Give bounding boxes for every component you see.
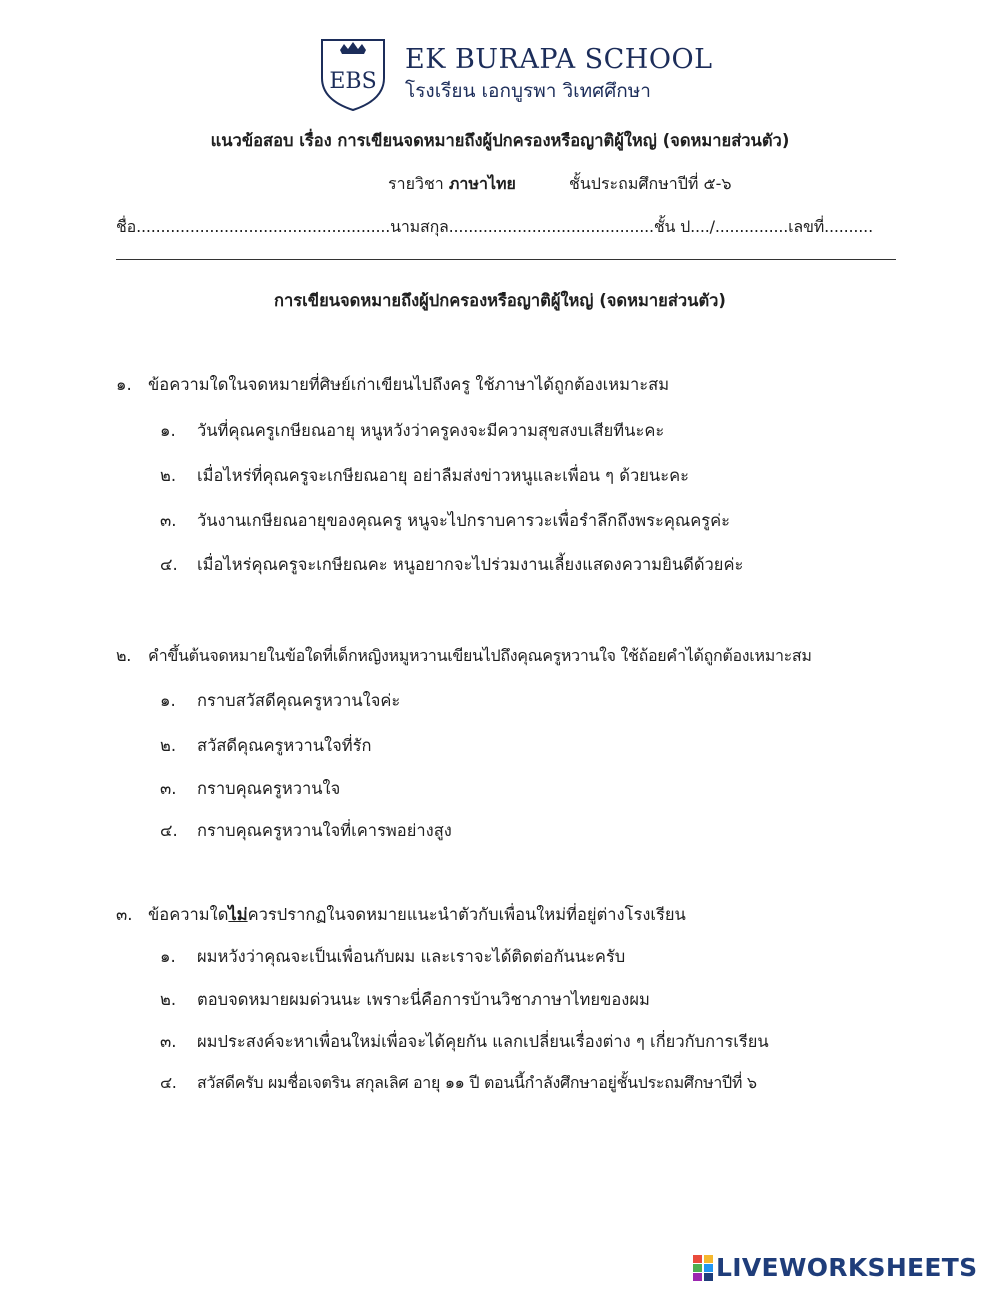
question-1-option-1[interactable] <box>160 418 664 444</box>
option-number: ๒. <box>160 736 177 755</box>
option-number: ๓. <box>160 511 177 530</box>
question-2-option-1[interactable] <box>160 688 400 714</box>
liveworksheets-icon <box>693 1255 713 1281</box>
subject-name: ภาษาไทย <box>448 174 516 193</box>
option-text: วันที่คุณครูเกษียณอายุ หนูหวังว่าครูคงจะมีความสุขสงบเสียทีนะคะ <box>197 421 665 440</box>
option-number: ๔. <box>160 555 178 574</box>
question-2-option-2[interactable] <box>160 733 372 759</box>
option-text: กราบคุณครูหวานใจ <box>197 779 341 798</box>
question-text: ข้อความใดในจดหมายที่ศิษย์เก่าเขียนไปถึงครู ใช้ภาษาได้ถูกต้องเหมาะสม <box>148 375 670 394</box>
option-number: ๒. <box>160 990 177 1009</box>
question-3-option-3[interactable] <box>160 1029 769 1055</box>
option-number: ๑. <box>160 691 176 710</box>
option-text: ตอบจดหมายผมด่วนนะ เพราะนี่คือการบ้านวิชาภาษาไทยของผม <box>197 990 650 1009</box>
question-number: ๑. <box>116 375 132 394</box>
option-text: ผมหวังว่าคุณจะเป็นเพื่อนกับผม และเราจะได้ติดต่อกันนะครับ <box>197 947 626 966</box>
option-text: สวัสดีคุณครูหวานใจที่รัก <box>197 736 372 755</box>
option-text: ผมประสงค์จะหาเพื่อนใหม่เพื่อจะได้คุยกัน แลกเปลี่ยนเรื่องต่าง ๆ เกี่ยวกับการเรียน <box>197 1032 769 1051</box>
question-2-option-3[interactable] <box>160 776 340 802</box>
question-number: ๓. <box>116 905 133 924</box>
option-number: ๑. <box>160 947 176 966</box>
option-number: ๒. <box>160 466 177 485</box>
question-1 <box>116 372 669 398</box>
option-text: กราบคุณครูหวานใจที่เคารพอย่างสูง <box>197 821 452 840</box>
option-text: เมื่อไหร่คุณครูจะเกษียณคะ หนูอยากจะไปร่วมงานเลี้ยงแสดงความยินดีด้วยค่ะ <box>197 555 744 574</box>
question-1-option-4[interactable] <box>160 552 743 578</box>
option-text: วันงานเกษียณอายุของคุณครู หนูจะไปกราบคารวะเพื่อรำลึกถึงพระคุณครูค่ะ <box>197 511 730 530</box>
student-info-line: ชื่อ....................................................นามสกุล..........................................ชั้น ป..../...............เลขที่.......... <box>116 217 873 236</box>
question-3 <box>116 902 686 928</box>
question-2-option-4[interactable] <box>160 818 452 844</box>
brand-text: LIVEWORKSHEETS <box>716 1253 978 1282</box>
school-name-english: EK BURAPA SCHOOL <box>405 44 713 75</box>
question-1-option-3[interactable] <box>160 508 730 534</box>
question-emphasis-not: ไม่ <box>228 905 248 924</box>
question-3-option-2[interactable] <box>160 987 650 1013</box>
option-number: ๔. <box>160 821 178 840</box>
question-3-option-1[interactable] <box>160 944 625 970</box>
option-number: ๓. <box>160 779 177 798</box>
question-2 <box>116 644 812 669</box>
section-heading: การเขียนจดหมายถึงผู้ปกครองหรือญาติผู้ใหญ่ (จดหมายส่วนตัว) <box>274 291 726 310</box>
option-number: ๔. <box>160 1073 177 1092</box>
subject-label: รายวิชา <box>388 174 444 193</box>
question-text-before: ข้อความใด <box>148 905 229 924</box>
grade-level: ชั้นประถมศึกษาปีที่ ๕-๖ <box>569 174 732 193</box>
question-number: ๒. <box>116 646 132 665</box>
option-number: ๑. <box>160 421 176 440</box>
question-1-option-2[interactable] <box>160 463 689 489</box>
question-3-option-4[interactable] <box>160 1071 757 1096</box>
school-name-thai: โรงเรียน เอกบูรพา วิเทศศึกษา <box>405 80 651 102</box>
crown-icon <box>340 42 366 54</box>
exam-title: แนวข้อสอบ เรื่อง การเขียนจดหมายถึงผู้ปกครองหรือญาติผู้ใหญ่ (จดหมายส่วนตัว) <box>210 131 790 150</box>
divider <box>116 259 896 260</box>
option-text: กราบสวัสดีคุณครูหวานใจค่ะ <box>197 691 401 710</box>
subject-line <box>388 172 732 197</box>
liveworksheets-logo <box>693 1253 977 1282</box>
svg-text:EBS: EBS <box>329 69 377 94</box>
school-crest-logo <box>318 34 388 112</box>
option-text: สวัสดีครับ ผมชื่อเจตริน สกุลเลิศ อายุ ๑๑ ปี ตอนนี้กำลังศึกษาอยู่ชั้นประถมศึกษาปีที่ ๖ <box>197 1073 757 1092</box>
option-text: เมื่อไหร่ที่คุณครูจะเกษียณอายุ อย่าลืมส่งข่าวหนูและเพื่อน ๆ ด้วยนะคะ <box>197 466 689 485</box>
question-text: คำขึ้นต้นจดหมายในข้อใดที่เด็กหญิงหมูหวานเขียนไปถึงคุณครูหวานใจ ใช้ถ้อยคำได้ถูกต้องเหมาะสม <box>148 646 812 665</box>
question-text-after: ควรปรากฏในจดหมายแนะนำตัวกับเพื่อนใหม่ที่อยู่ต่างโรงเรียน <box>247 905 686 924</box>
option-number: ๓. <box>160 1032 177 1051</box>
